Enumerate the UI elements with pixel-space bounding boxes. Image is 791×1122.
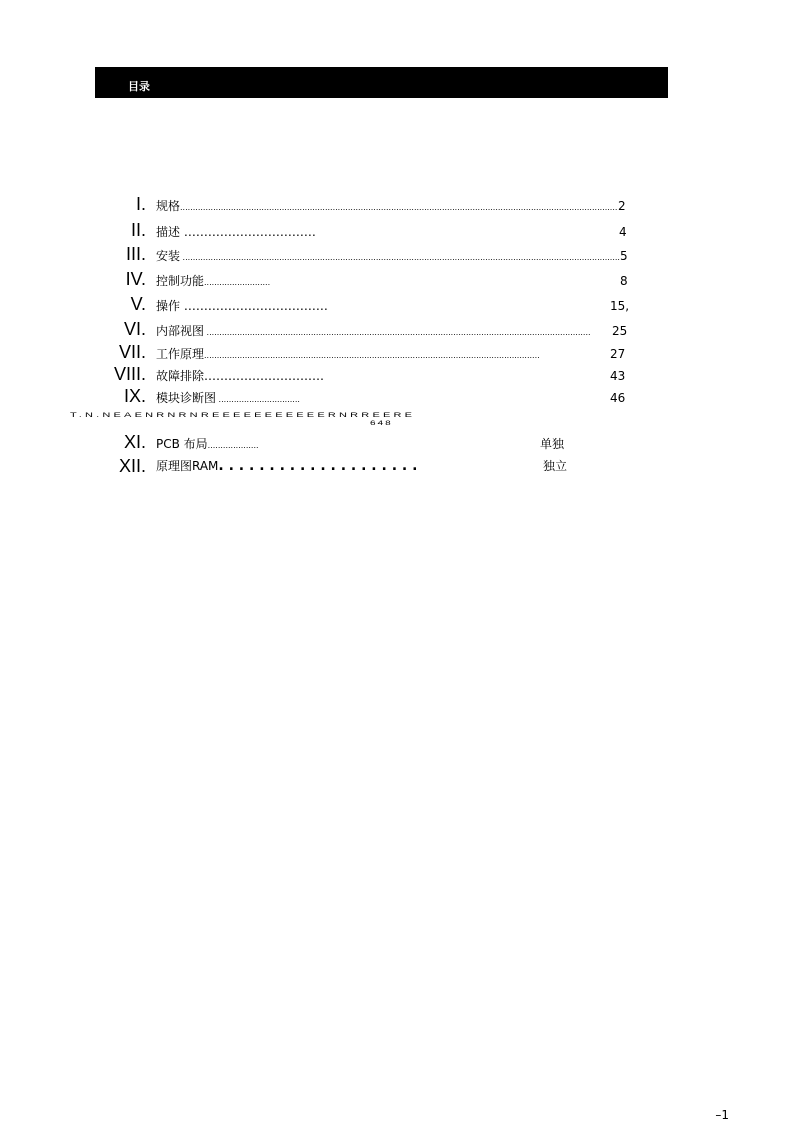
toc-page-number: 独立 xyxy=(543,459,568,473)
toc-entry-link[interactable] xyxy=(156,437,259,453)
toc-entry-title: 模块诊断图 xyxy=(156,391,217,405)
toc-entry-link[interactable] xyxy=(156,391,300,407)
toc-entry-link[interactable] xyxy=(156,199,618,215)
toc-leader-dots: …………………………… xyxy=(180,225,316,239)
garbled-entry-text: T.N.NEAENRNRNREEEEEEEEEEERNRREERE xyxy=(70,412,416,419)
toc-page-number: 5 xyxy=(620,249,628,263)
toc-entry-title: 原理图RAM xyxy=(156,459,219,473)
toc-entry-link[interactable] xyxy=(156,225,316,239)
toc-numeral: XII. xyxy=(118,456,146,476)
toc-numeral: VIII. xyxy=(113,364,146,384)
toc-numeral: IX. xyxy=(123,386,146,406)
toc-entry-title: 工作原理 xyxy=(156,347,205,361)
toc-page-number: 单独 xyxy=(540,437,565,451)
toc-entry-link[interactable] xyxy=(156,347,610,363)
toc-entry-title: PCB 布局 xyxy=(156,437,208,451)
toc-numeral: VII. xyxy=(118,342,146,362)
toc-leader-dots: .................... xyxy=(207,441,259,450)
toc-numeral: II. xyxy=(130,220,146,240)
toc-numeral: V. xyxy=(130,294,146,314)
header-bar xyxy=(95,67,668,98)
toc-entry-title: 操作 xyxy=(156,299,181,313)
toc-leader-dots: . . . . . . . . . . . . . . . . . . . . xyxy=(218,458,418,474)
footer-page-number: –1 xyxy=(715,1108,729,1122)
toc-numeral: I. xyxy=(135,194,146,214)
toc-page-number: 15, xyxy=(610,299,630,313)
page-title: 目录 xyxy=(128,80,150,93)
toc-numeral: XI. xyxy=(123,432,146,452)
toc-numeral: VI. xyxy=(123,319,146,339)
toc-entry-title: 规格 xyxy=(156,199,181,213)
toc-leader-dots: ....................................................................................................................................................... xyxy=(204,328,591,337)
toc-entry-link[interactable] xyxy=(156,369,324,383)
toc-numeral: III. xyxy=(125,244,146,264)
garbled-entry-page: 648 xyxy=(370,420,393,427)
toc-page-number: 27 xyxy=(610,347,626,361)
toc-entry-link[interactable] xyxy=(156,274,270,290)
toc-entry-title: 安装 xyxy=(156,249,181,263)
toc-leader-dots: ............................................................................................................................................................................ xyxy=(180,253,620,262)
toc-page-number: 4 xyxy=(619,225,627,239)
toc-entry-title: 控制功能 xyxy=(156,274,205,288)
toc-entry-link[interactable] xyxy=(156,299,328,313)
toc-leader-dots: ……………………………… xyxy=(180,299,328,313)
toc-numeral: IV. xyxy=(125,269,146,289)
toc-entry-title: 内部视图 xyxy=(156,324,205,338)
toc-page-number: 25 xyxy=(612,324,628,338)
toc-page-number: 2 xyxy=(618,199,626,213)
toc-leader-dots: .................................................................................................................................... xyxy=(204,351,540,360)
toc-page-number: 46 xyxy=(610,391,626,405)
toc-entry-title: 描述 xyxy=(156,225,181,239)
toc-entry-link[interactable] xyxy=(156,459,417,473)
toc-leader-dots: ................................ xyxy=(216,395,300,404)
toc-page-number: 43 xyxy=(610,369,626,383)
toc-leader-dots: ............................................................................................................................................................................ xyxy=(180,203,618,212)
toc-leader-dots: .......................... xyxy=(204,278,271,287)
toc-entry-link[interactable] xyxy=(156,324,612,340)
toc-leader-dots: ………………………… xyxy=(204,369,325,383)
toc-entry-title: 故障排除 xyxy=(156,369,205,383)
toc-entry-link[interactable] xyxy=(156,249,620,265)
toc-page-number: 8 xyxy=(620,274,628,288)
